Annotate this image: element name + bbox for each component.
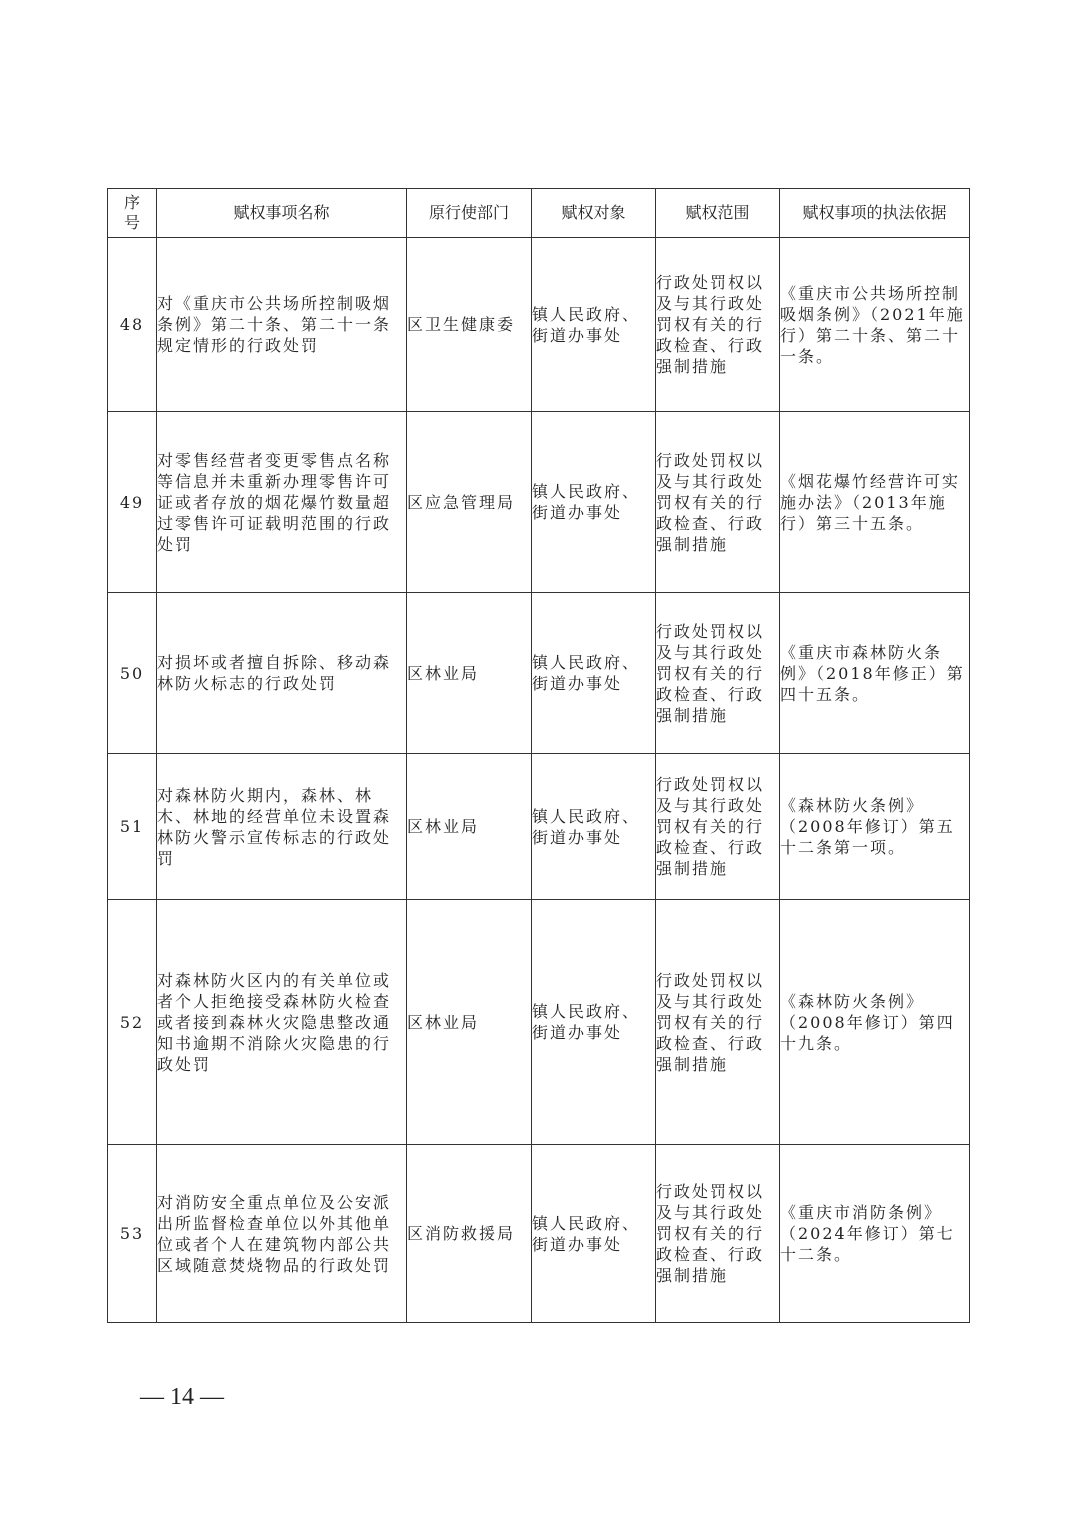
table-header-row — [108, 189, 970, 238]
row-scope: 行政处罚权以及与其行政处罚权有关的行政检查、行政强制措施 — [656, 238, 780, 412]
row-scope: 行政处罚权以及与其行政处罚权有关的行政检查、行政强制措施 — [656, 593, 780, 754]
authorization-table — [107, 188, 970, 1323]
row-name: 对森林防火区内的有关单位或者个人拒绝接受森林防火检查或者接到森林火灾隐患整改通知书逾期不消除火灾隐患的行政处罚 — [157, 900, 407, 1145]
page-number: — 14 — — [140, 1384, 224, 1410]
row-scope: 行政处罚权以及与其行政处罚权有关的行政检查、行政强制措施 — [656, 1145, 780, 1323]
table-row — [108, 238, 970, 412]
row-name: 对零售经营者变更零售点名称等信息并未重新办理零售许可证或者存放的烟花爆竹数量超过零售许可证载明范围的行政处罚 — [157, 412, 407, 593]
row-seq: 52 — [108, 900, 157, 1145]
row-seq: 48 — [108, 238, 157, 412]
header-name: 赋权事项名称 — [157, 189, 407, 238]
row-dept: 区应急管理局 — [407, 412, 532, 593]
table-row — [108, 412, 970, 593]
row-dept: 区卫生健康委 — [407, 238, 532, 412]
row-target: 镇人民政府、街道办事处 — [532, 238, 656, 412]
row-name: 对损坏或者擅自拆除、移动森林防火标志的行政处罚 — [157, 593, 407, 754]
row-scope: 行政处罚权以及与其行政处罚权有关的行政检查、行政强制措施 — [656, 900, 780, 1145]
header-basis: 赋权事项的执法依据 — [780, 189, 970, 238]
row-target: 镇人民政府、街道办事处 — [532, 900, 656, 1145]
table-row — [108, 1145, 970, 1323]
table-row — [108, 593, 970, 754]
row-scope: 行政处罚权以及与其行政处罚权有关的行政检查、行政强制措施 — [656, 754, 780, 900]
row-name: 对森林防火期内，森林、林木、林地的经营单位未设置森林防火警示宣传标志的行政处罚 — [157, 754, 407, 900]
row-seq: 51 — [108, 754, 157, 900]
row-dept: 区林业局 — [407, 900, 532, 1145]
row-basis: 《重庆市消防条例》（2024年修订）第七十二条。 — [780, 1145, 970, 1323]
row-seq: 53 — [108, 1145, 157, 1323]
table-row — [108, 900, 970, 1145]
header-target: 赋权对象 — [532, 189, 656, 238]
row-basis: 《重庆市森林防火条例》（2018年修正）第四十五条。 — [780, 593, 970, 754]
row-scope: 行政处罚权以及与其行政处罚权有关的行政检查、行政强制措施 — [656, 412, 780, 593]
row-target: 镇人民政府、街道办事处 — [532, 593, 656, 754]
row-seq: 50 — [108, 593, 157, 754]
row-dept: 区林业局 — [407, 754, 532, 900]
row-name: 对消防安全重点单位及公安派出所监督检查单位以外其他单位或者个人在建筑物内部公共区域随意焚烧物品的行政处罚 — [157, 1145, 407, 1323]
row-name: 对《重庆市公共场所控制吸烟条例》第二十条、第二十一条规定情形的行政处罚 — [157, 238, 407, 412]
header-scope: 赋权范围 — [656, 189, 780, 238]
row-basis: 《重庆市公共场所控制吸烟条例》（2021年施行）第二十条、第二十一条。 — [780, 238, 970, 412]
header-dept: 原行使部门 — [407, 189, 532, 238]
row-target: 镇人民政府、街道办事处 — [532, 412, 656, 593]
row-basis: 《森林防火条例》（2008年修订）第五十二条第一项。 — [780, 754, 970, 900]
row-target: 镇人民政府、街道办事处 — [532, 754, 656, 900]
row-dept: 区消防救援局 — [407, 1145, 532, 1323]
row-basis: 《森林防火条例》（2008年修订）第四十九条。 — [780, 900, 970, 1145]
row-basis: 《烟花爆竹经营许可实施办法》（2013年施行）第三十五条。 — [780, 412, 970, 593]
header-seq: 序号 — [108, 189, 157, 238]
row-dept: 区林业局 — [407, 593, 532, 754]
row-seq: 49 — [108, 412, 157, 593]
table-row — [108, 754, 970, 900]
row-target: 镇人民政府、街道办事处 — [532, 1145, 656, 1323]
